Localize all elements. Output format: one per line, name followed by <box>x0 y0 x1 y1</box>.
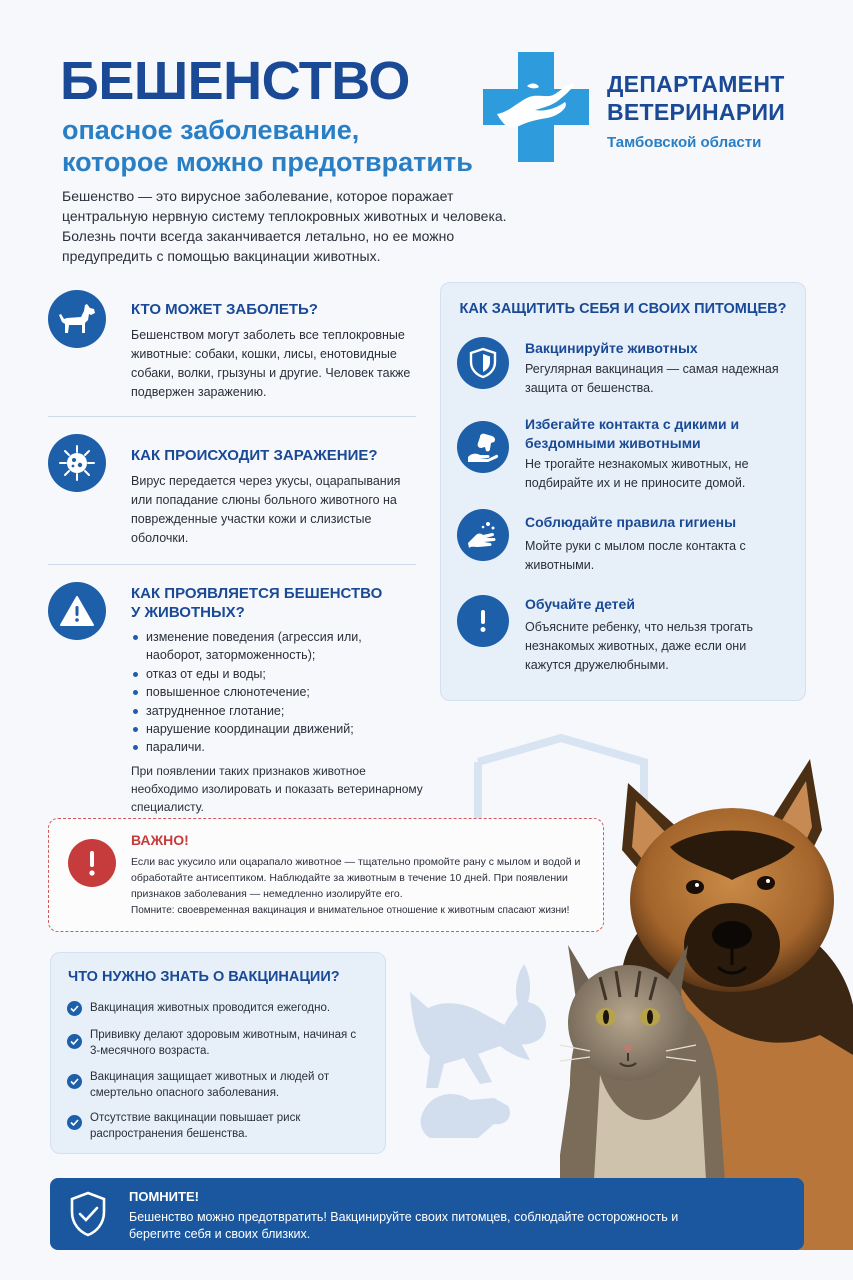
protect-item-title: Вакцинируйте животных <box>525 340 698 356</box>
subtitle-line-2: которое можно предотвратить <box>62 147 473 177</box>
important-title: ВАЖНО! <box>131 832 189 848</box>
how-text: Вирус передается через укусы, оцарапывания или попадание слюны больного животного на поврежденные участки кожи и слизистые оболочки. <box>131 474 401 545</box>
list-item: параличи. <box>131 738 421 756</box>
check-icon <box>67 1074 82 1089</box>
symptoms-list <box>131 628 421 757</box>
protect-item-text: Регулярная вакцинация — самая надежная защита от бешенства. <box>525 362 779 395</box>
vet-cross-logo-icon <box>483 52 589 162</box>
check-icon <box>67 1115 82 1130</box>
subtitle-line-1: опасное заболевание, <box>62 115 360 145</box>
intro-text: Бешенство — это вирусное заболевание, которое поражает центральную нервную систему теплокровных животных и человека. Болезнь почти всегда заканчивается летально, но ее можно предупредить с помощью вакцинации животных. <box>62 188 507 264</box>
logo-line-2: ВЕТЕРИНАРИИ <box>607 99 786 125</box>
symptoms-title-line-2: У ЖИВОТНЫХ? <box>131 604 245 621</box>
banner-title: ПОМНИТЕ! <box>129 1189 199 1204</box>
protect-item-text: Мойте руки с мылом после контакта с животными. <box>525 539 746 572</box>
virus-icon <box>48 434 106 492</box>
list-item: нарушение координации движений; <box>131 720 421 738</box>
check-icon <box>67 1034 82 1049</box>
symptoms-note: При появлении таких признаков животное необходимо изолировать и показать ветеринарному специалисту. <box>131 764 423 814</box>
vaccination-panel <box>50 952 386 1154</box>
logo-line-1: ДЕПАРТАМЕНТ <box>607 71 785 97</box>
dog-icon <box>48 290 106 348</box>
important-text: Если вас укусило или оцарапало животное — тщательно промойте рану с мылом и водой и обработайте антисептиком. Наблюдайте за животным в течение 10 дней. При появлении признаков заболевания — немедленно изолируйте его. <box>131 856 581 900</box>
important-notice <box>48 818 604 932</box>
list-item: отказ от еды и воды; <box>131 665 421 683</box>
animal-silhouettes-icon <box>404 960 574 1160</box>
shield-check-icon <box>68 1190 108 1238</box>
divider <box>48 416 416 417</box>
exclamation-icon <box>68 839 116 887</box>
divider <box>48 564 416 565</box>
protect-panel <box>440 282 806 701</box>
symptoms-title-line-1: КАК ПРОЯВЛЯЕТСЯ БЕШЕНСТВО <box>131 585 383 602</box>
important-note: Помните: своевременная вакцинация и внимательное отношение к животным спасают жизни! <box>131 905 570 916</box>
department-logo-text <box>607 70 827 151</box>
vaccination-item: Отсутствие вакцинации повышает риск распространения бешенства. <box>90 1112 301 1140</box>
page-subtitle <box>62 114 492 178</box>
protect-title: КАК ЗАЩИТИТЬ СЕБЯ И СВОИХ ПИТОМЦЕВ? <box>459 301 787 317</box>
list-item: изменение поведения (агрессия или, наоборот, заторможенность); <box>131 628 421 665</box>
page-title: БЕШЕНСТВО <box>60 51 410 111</box>
who-text: Бешенством могут заболеть все теплокровные животные: собаки, кошки, лисы, енотовидные собаки, волки, грызуны и другие. Человек также подвержен заражению. <box>131 328 411 399</box>
shield-icon <box>457 337 509 389</box>
banner-text: Бешенство можно предотвратить! Вакцинируйте своих питомцев, соблюдайте осторожность и берегите себя и своих близких. <box>129 1210 679 1241</box>
vaccination-item: Вакцинация животных проводится ежегодно. <box>90 1002 331 1014</box>
vaccination-item: Прививку делают здоровым животным, начиная с 3-месячного возраста. <box>90 1029 357 1057</box>
protect-item-title: Избегайте контакта с дикими и бездомными животными <box>525 416 740 451</box>
protect-item-title: Соблюдайте правила гигиены <box>525 514 737 530</box>
vaccination-title: ЧТО НУЖНО ЗНАТЬ О ВАКЦИНАЦИИ? <box>68 969 340 985</box>
protect-item-text: Объясните ребенку, что нельзя трогать незнакомых животных, даже если они кажутся дружелюбными. <box>525 620 753 672</box>
list-item: повышенное слюнотечение; <box>131 683 421 701</box>
list-item: затрудненное глотание; <box>131 702 421 720</box>
hand-wash-icon <box>457 509 509 561</box>
remember-banner <box>50 1178 804 1250</box>
warning-triangle-icon <box>48 582 106 640</box>
vaccination-item: Вакцинация защищает животных и людей от смертельно опасного заболевания. <box>90 1071 330 1099</box>
symptoms-title <box>131 584 382 622</box>
how-title: КАК ПРОИСХОДИТ ЗАРАЖЕНИЕ? <box>131 447 378 464</box>
protect-item-title: Обучайте детей <box>525 596 635 612</box>
exclamation-icon <box>457 595 509 647</box>
hand-and-dog-icon <box>457 421 509 473</box>
who-title: КТО МОЖЕТ ЗАБОЛЕТЬ? <box>131 301 318 318</box>
protect-item-text: Не трогайте незнакомых животных, не подбирайте их и не приносите домой. <box>525 457 749 490</box>
logo-line-3: Тамбовской области <box>607 134 762 151</box>
check-icon <box>67 1001 82 1016</box>
